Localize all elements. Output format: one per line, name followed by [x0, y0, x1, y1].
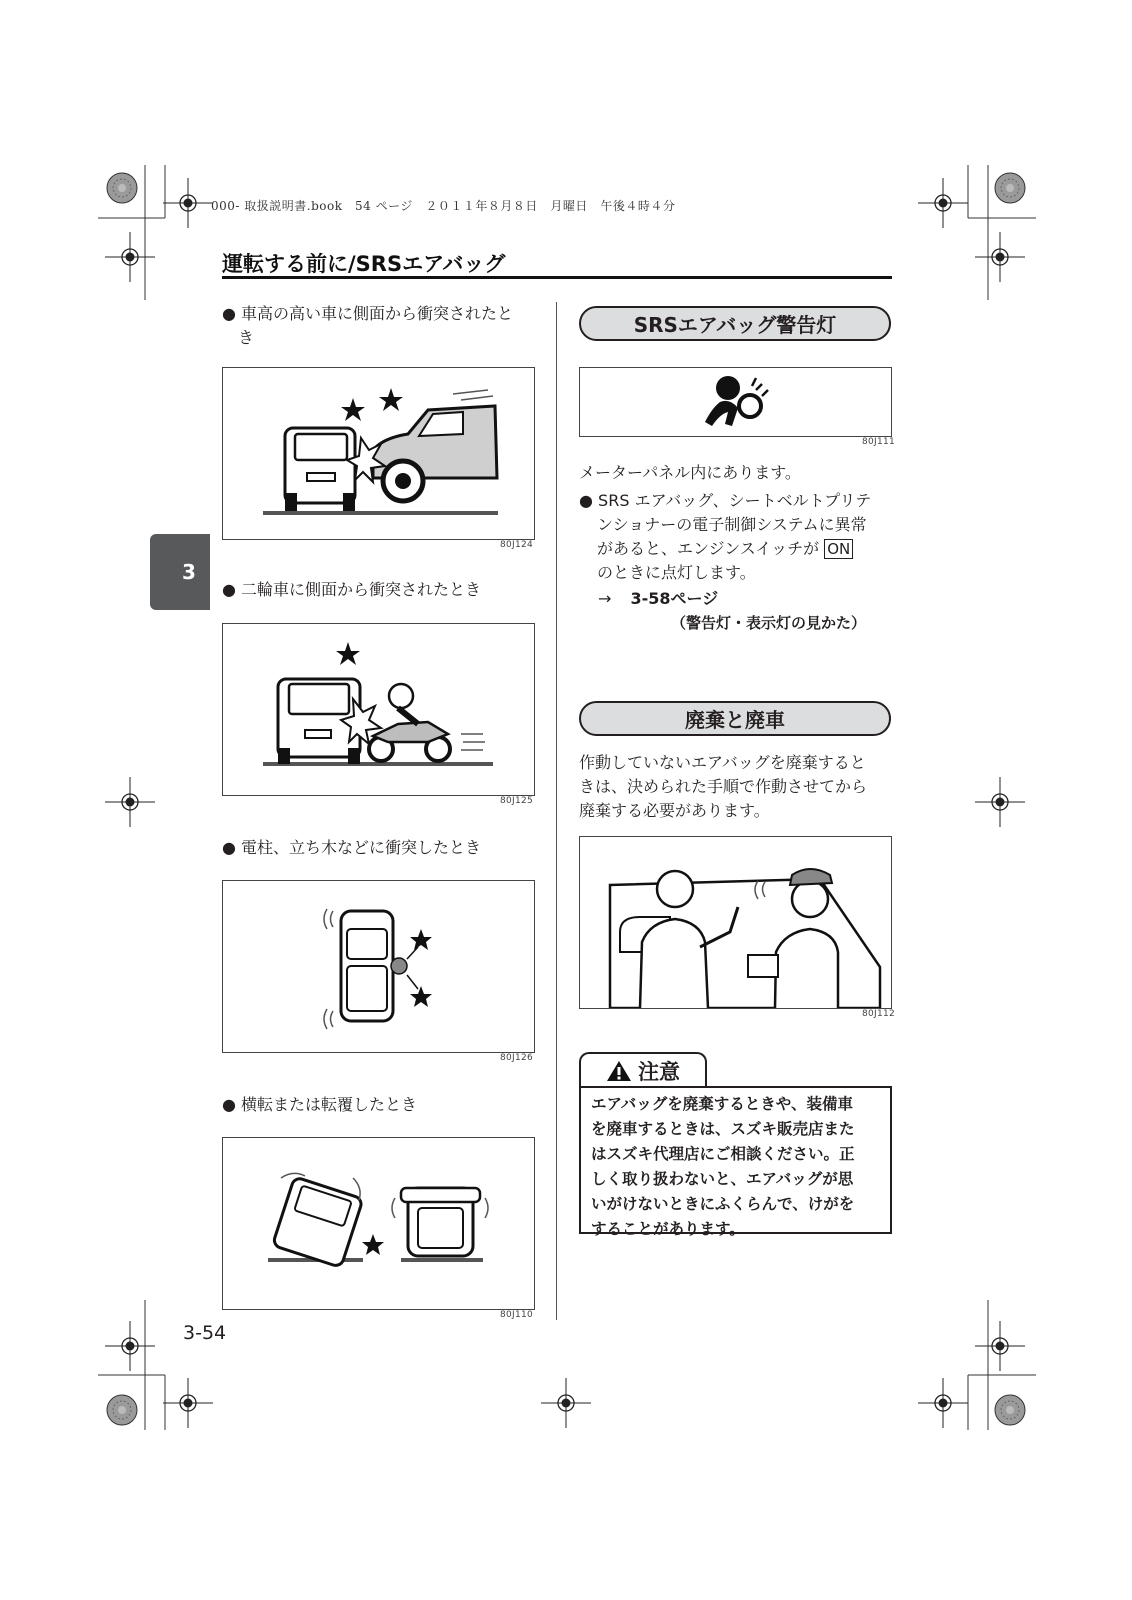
body-line: きは、決められた手順で作動させてから	[579, 777, 868, 796]
heading-srs-warning-light: SRSエアバッグ警告灯	[579, 306, 891, 341]
item-line: き	[222, 328, 255, 347]
figure-code: 80J125	[500, 796, 534, 806]
caution-line: エアバッグを廃棄するときや、装備車	[591, 1095, 853, 1113]
page-number: 3-54	[183, 1322, 227, 1344]
caution-line: を廃車するときは、スズキ販売店また	[591, 1120, 855, 1138]
item-line: ● 二輪車に側面から衝突されたとき	[222, 580, 482, 599]
bullet-line: ● SRS エアバッグ、シートベルトプリテ	[579, 491, 872, 510]
illustration-side-impact-motorcycle	[223, 624, 534, 795]
caution-label: 注意	[638, 1060, 680, 1084]
condition-item-rollover	[222, 1093, 417, 1117]
page-reference[interactable]	[598, 586, 718, 609]
illustration-side-impact-tall-vehicle	[223, 368, 534, 539]
illustration-rollover	[223, 1138, 534, 1309]
caution-box	[579, 1086, 892, 1238]
figure-code: 80J124	[500, 540, 534, 550]
warning-light-bullet	[579, 489, 899, 585]
condition-item-tall-vehicle	[222, 302, 513, 350]
figure-airbag-warning-icon	[579, 367, 892, 437]
caution-line: しく取り扱わないと、エアバッグが思	[591, 1170, 854, 1188]
column-divider	[556, 302, 557, 1320]
reference-note: （警告灯・表示灯の見かた）	[671, 614, 867, 632]
body-line: 廃棄する必要があります。	[579, 801, 770, 820]
reference-page[interactable]: 3-58ページ	[630, 589, 719, 608]
figure-pole-impact	[222, 880, 535, 1053]
figure-code: 80J112	[862, 1009, 896, 1019]
item-line: ● 車高の高い車に側面から衝突されたと	[222, 304, 514, 323]
body-line: 作動していないエアバッグを廃棄すると	[579, 753, 866, 772]
figure-rollover	[222, 1137, 535, 1310]
arrow-icon: →	[598, 589, 612, 608]
figure-code: 80J111	[862, 437, 896, 447]
figure-side-impact-motorcycle	[222, 623, 535, 796]
caution-line: いがけないときにふくらんで、けがを	[591, 1195, 855, 1213]
warning-light-location: メーターパネル内にあります。	[579, 463, 801, 482]
caution-tab	[579, 1052, 707, 1088]
illustration-pole-impact	[223, 881, 534, 1052]
warning-triangle-icon	[606, 1060, 632, 1082]
condition-item-motorcycle	[222, 578, 481, 602]
bullet-line: ンショナーの電子制御システムに異常	[597, 515, 867, 534]
engine-switch-on-label: ON	[824, 539, 853, 559]
airbag-warning-icon	[580, 368, 891, 436]
item-line: ● 横転または転覆したとき	[222, 1095, 418, 1114]
chapter-tab[interactable]	[150, 534, 210, 610]
disposal-body	[579, 751, 867, 823]
chapter-number: 3	[182, 560, 196, 584]
title-rule	[222, 276, 892, 279]
heading-disposal: 廃棄と廃車	[579, 701, 891, 736]
figure-code: 80J110	[500, 1310, 534, 1320]
caution-line: することがあります。	[591, 1220, 745, 1238]
figure-code: 80J126	[500, 1053, 534, 1063]
bullet-line: があると、エンジンスイッチが	[597, 539, 820, 558]
condition-item-pole	[222, 836, 481, 860]
item-line: ● 電柱、立ち木などに衝突したとき	[222, 838, 482, 857]
figure-dealer-consultation	[579, 836, 892, 1009]
section-title: 運転する前に/SRSエアバッグ	[222, 252, 506, 276]
figure-side-impact-tall-vehicle	[222, 367, 535, 540]
caution-line: はスズキ代理店にご相談ください。正	[591, 1145, 855, 1163]
bullet-line: のときに点灯します。	[597, 563, 756, 582]
print-header-line: 000- 取扱説明書.book 54 ページ ２０１１年８月８日 月曜日 午後４時４分	[211, 199, 676, 213]
illustration-dealer-consultation	[580, 837, 891, 1008]
